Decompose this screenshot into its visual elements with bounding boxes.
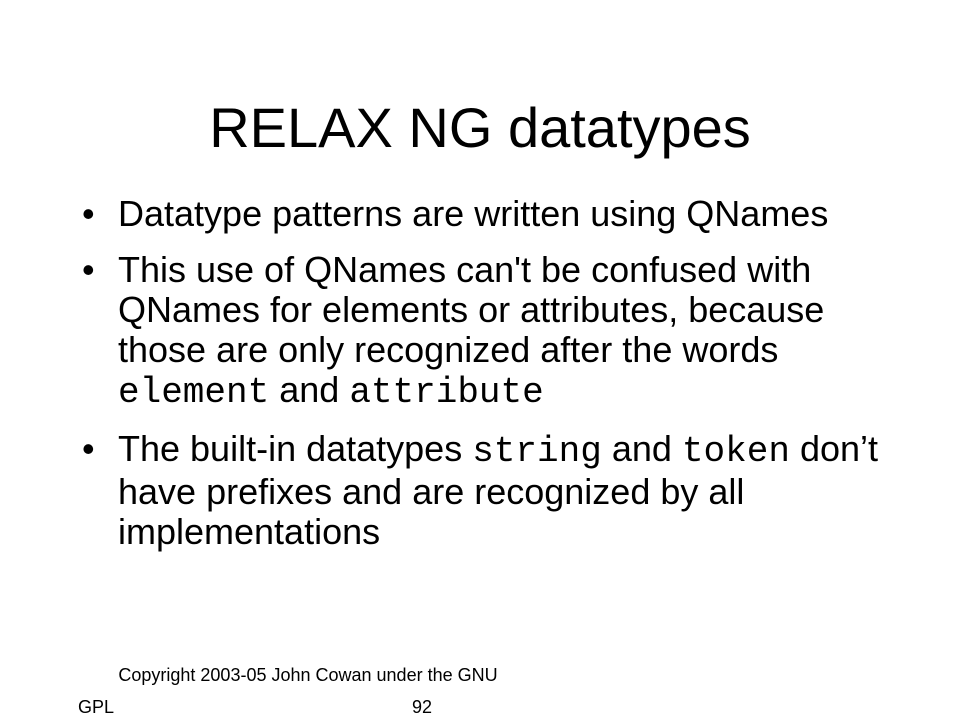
bullet-item xyxy=(80,250,880,413)
bullet-marker: • xyxy=(82,249,95,290)
bullet-list xyxy=(80,194,880,568)
footer-copyright: Copyright 2003-05 John Cowan under the GNU xyxy=(118,665,498,685)
bullet-text: Datatype patterns are written using QNames xyxy=(118,193,829,234)
bullet-marker: • xyxy=(82,428,95,469)
bullet-text: This use of QNames can't be confused with QNames for elements or attributes, because those are only recognized after the words xyxy=(118,249,825,370)
bullet-text: don’t have prefixes and are recognized by all implementations xyxy=(118,428,879,552)
bullet-text: The built-in datatypes xyxy=(118,428,473,469)
bullet-item xyxy=(80,194,880,234)
code-keyword: attribute xyxy=(349,372,544,413)
footer-license: GPL xyxy=(78,697,115,717)
bullet-marker: • xyxy=(82,193,95,234)
code-keyword: string xyxy=(472,431,602,472)
bullet-text: and xyxy=(269,369,350,410)
code-keyword: token xyxy=(681,431,790,472)
page-number: 92 xyxy=(412,697,433,717)
code-keyword: element xyxy=(118,372,270,413)
bullet-text: and xyxy=(601,428,682,469)
slide-title: RELAX NG datatypes xyxy=(209,96,751,159)
bullet-item xyxy=(80,429,880,552)
